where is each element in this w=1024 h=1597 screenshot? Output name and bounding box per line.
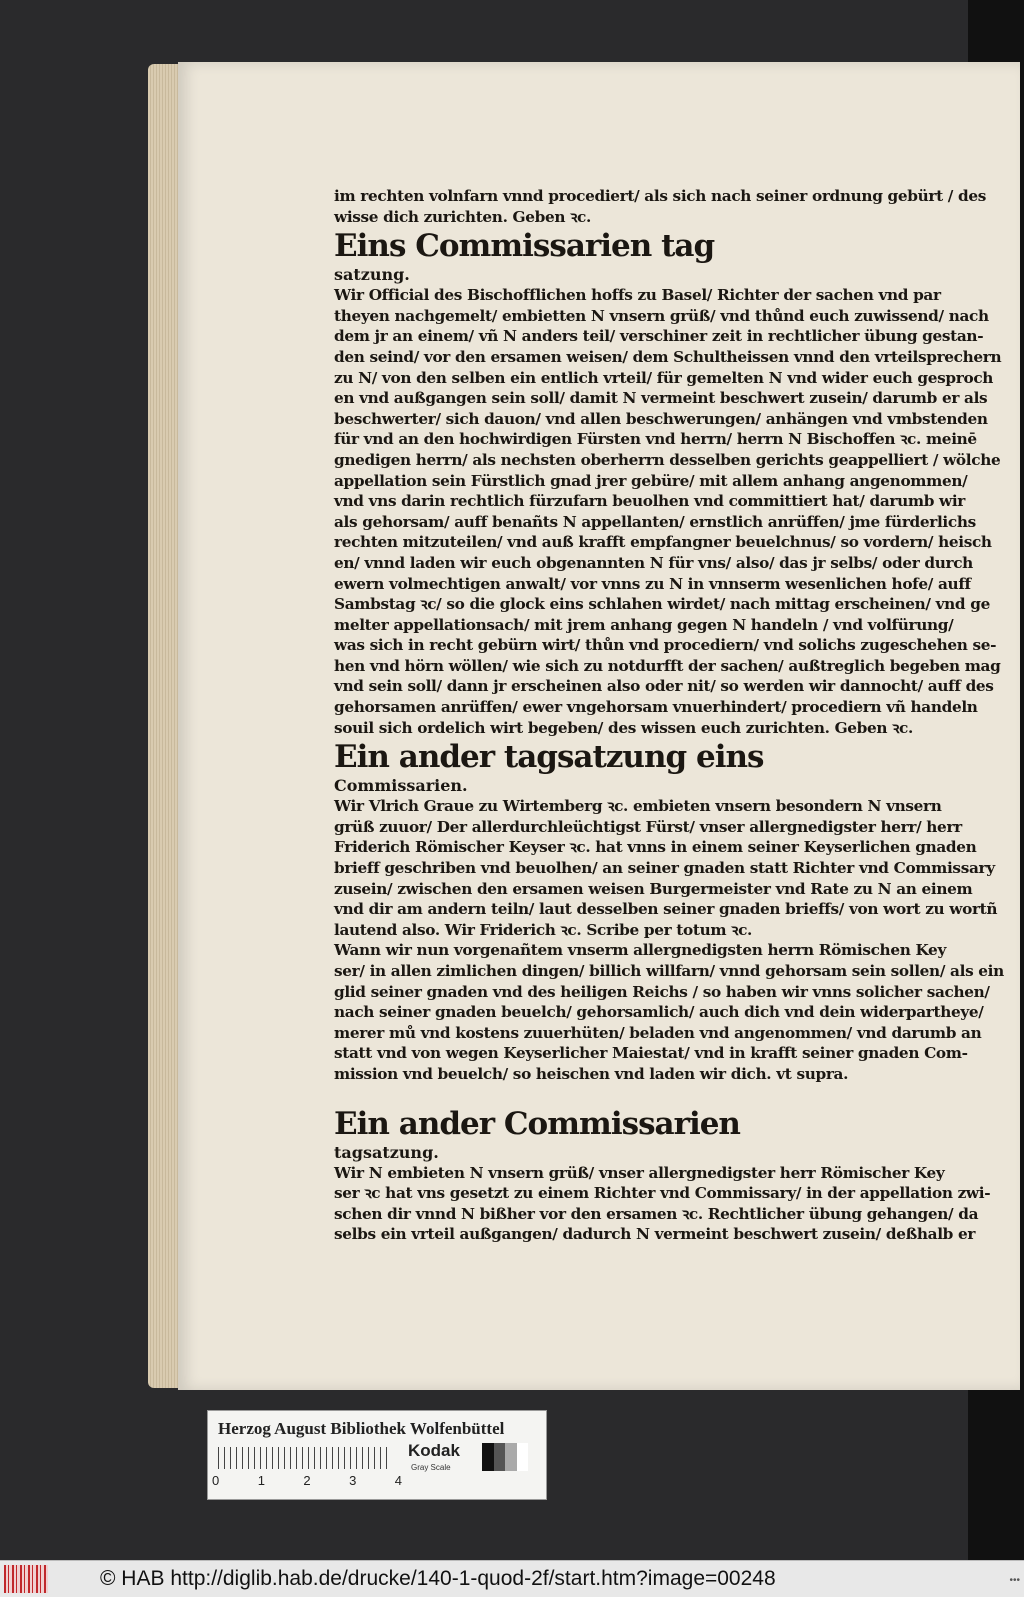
text-line: ser/ in allen zimlichen dingen/ billich willfarn/ vnnd gehorsam sein sollen/ als ein — [334, 962, 1004, 980]
ruler-number: 4 — [394, 1473, 402, 1488]
color-calibration-card — [207, 1410, 547, 1500]
section-heading: Ein ander Commissarien — [334, 1105, 740, 1142]
text-line: selbs ein vrteil außgangen/ dadurch N vermeint beschwert zusein/ deßhalb er — [334, 1225, 976, 1244]
text-line: gnedigen herrn/ als nechsten oberherrn desselben gerichts geappelliert / wölche — [334, 450, 1001, 469]
text-line: nach seiner gnaden beuelch/ gehorsamlich/ auch dich vnd dein widerpartheye/ — [334, 1003, 984, 1022]
text-line: statt vnd von wegen Keyserlicher Maiestat/ vnd in krafft seiner gnaden Com- — [334, 1044, 968, 1063]
text-line: wisse dich zurichten. Geben ꝛc. — [334, 207, 591, 226]
section-heading: Eins Commissarien tag — [334, 228, 715, 265]
paragraph-block — [334, 796, 1004, 1084]
section-subheading: tagsatzung. — [334, 1142, 439, 1162]
gray-patch — [505, 1443, 517, 1471]
text-line: grüß zuuor/ Der allerdurchleüchtigst Fürst/ vnser allergnedigster herr/ herr — [334, 817, 962, 836]
text-line: im rechten volnfarn vnnd procediert/ als sich nach seiner ordnung gebürt / des — [334, 187, 986, 205]
text-line: Sambstag ꝛc/ so die glock eins schlahen wirdet/ nach mittag erscheinen/ vnd ge — [334, 595, 990, 614]
text-line: was sich in recht gebürn wirt/ thůn vnd procediern/ vnd solichs zugeschehen se- — [334, 636, 997, 655]
text-line: lautend also. Wir Friderich ꝛc. Scribe per totum ꝛc. — [334, 920, 753, 939]
section-subheading: Commissarien. — [334, 776, 468, 796]
footer-bar — [0, 1560, 1024, 1597]
text-line: für vnd an den hochwirdigen Fürsten vnd herrn/ herrn N Bischoffen ꝛc. meinē — [334, 430, 977, 449]
text-line: als gehorsam/ auff benañts N appellanten/ ernstlich anrüffen/ jme fürderlichs — [334, 512, 976, 531]
spacer — [334, 1085, 986, 1105]
text-line: Friderich Römischer Keyser ꝛc. hat vnns in einem seiner Keyserlichen gnaden — [334, 838, 977, 857]
ruler-number: 2 — [303, 1473, 311, 1488]
text-line: Wir Vlrich Graue zu Wirtemberg ꝛc. embieten vnsern besondern N vnsern — [334, 797, 942, 816]
text-line: rechten mitzuteilen/ vnd auß krafft empfangner beuelchnus/ so vordern/ heisch — [334, 533, 992, 552]
text-line: merer mů vnd kostens zuuerhüten/ beladen vnd angenommen/ vnd darumb an — [334, 1023, 982, 1042]
paragraph-block — [334, 186, 986, 227]
more-dots-icon[interactable]: ••• — [1009, 1575, 1020, 1586]
text-line: mission vnd beuelch/ so heischen vnd laden wir dich. vt supra. — [334, 1064, 849, 1083]
text-line: souil sich ordelich wirt begeben/ des wissen euch zurichten. Geben ꝛc. — [334, 718, 914, 737]
text-line: theyen nachgemelt/ embietten N vnsern grüß/ vnd thůnd euch zuwissend/ nach — [334, 306, 989, 325]
text-line: brieff geschriben vnd beuolhen/ an seiner gnaden statt Richter vnd Commissary — [334, 859, 995, 878]
copyright-label: © HAB — [100, 1567, 165, 1590]
text-line: melter appellationsach/ mit jrem anhang gegen N handeln / vnd volfürung/ — [334, 615, 954, 634]
footer-citation — [100, 1567, 776, 1591]
hab-logo-icon — [4, 1565, 48, 1593]
kodak-subtitle: Gray Scale — [411, 1463, 451, 1472]
ruler-number: 0 — [212, 1473, 220, 1488]
text-line: zu N/ von den selben ein entlich vrteil/ für gemelten N vnd wider euch gesproch — [334, 368, 994, 387]
text-line: en/ vnnd laden wir euch obgenannten N für vns/ also/ das jr selbs/ oder durch — [334, 553, 973, 572]
library-name: Herzog August Bibliothek Wolfenbüttel — [218, 1419, 505, 1438]
text-line: appellation sein Fürstlich gnad jrer gebüre/ mit allem anhang angenommen/ — [334, 471, 968, 490]
text-line: zusein/ zwischen den ersamen weisen Burgermeister vnd Rate zu N an einem — [334, 879, 973, 898]
text-line: ewern volmechtigen anwalt/ vor vnns zu N in vnnserm wesenlichen hofe/ auff — [334, 574, 971, 593]
text-line: en vnd außgangen sein soll/ damit N vermeint beschwert zusein/ darumb er als — [334, 389, 988, 408]
text-line: glid seiner gnaden vnd des heiligen Reichs / so haben wir vnns solicher sachen/ — [334, 982, 990, 1001]
ruler-number: 1 — [257, 1473, 265, 1488]
gray-patch — [482, 1443, 494, 1471]
text-line: Wann wir nun vorgenañtem vnserm allergnedigsten herrn Römischen Key — [334, 941, 946, 960]
section-heading: Ein ander tagsatzung eins — [334, 739, 764, 776]
section-subheading: satzung. — [334, 265, 410, 285]
ruler-numbers — [212, 1473, 402, 1488]
text-line: schen dir vnnd N bißher vor den ersamen ꝛc. Rechtlicher übung gehangen/ da — [334, 1204, 979, 1223]
gray-patch — [494, 1443, 506, 1471]
text-line: beschwerter/ sich dauon/ vnd allen beschwerungen/ anhängen vnd vmbstenden — [334, 409, 988, 428]
text-line: vnd vns darin rechtlich fürzufarn beuolhen vnd committiert hat/ darumb wir — [334, 492, 966, 511]
text-line: Wir N embieten N vnsern grüß/ vnser allergnedigster herr Römischer Key — [334, 1163, 945, 1182]
text-line: hen vnd hörn wöllen/ wie sich zu notdurfft der sachen/ außtreglich begeben mag — [334, 656, 1001, 675]
text-line: ser ꝛc hat vns gesetzt zu einem Richter vnd Commissary/ in der appellation zwi- — [334, 1184, 991, 1203]
gray-patch — [517, 1443, 529, 1471]
text-line: vnd sein soll/ dann jr erscheinen also oder nit/ so werden wir dannocht/ auff des — [334, 677, 994, 696]
text-line: Wir Official des Bischofflichen hoffs zu Basel/ Richter der sachen vnd par — [334, 286, 941, 305]
gray-scale-patches — [482, 1443, 528, 1471]
book-page — [178, 62, 1020, 1390]
paragraph-block — [334, 1163, 991, 1245]
page-text — [334, 186, 1004, 1245]
kodak-logo: Kodak — [408, 1441, 460, 1460]
ruler-number: 3 — [349, 1473, 357, 1488]
text-line: dem jr an einem/ vñ N anders teil/ verschiner zeit in rechtlicher übung gestan- — [334, 327, 984, 346]
permalink-link[interactable]: http://diglib.hab.de/drucke/140-1-quod-2f/start.htm?image=00248 — [170, 1567, 776, 1590]
text-line: gehorsamen anrüffen/ ewer vngehorsam vnuerhindert/ procediern vñ handeln — [334, 698, 978, 717]
ruler-scale — [218, 1447, 392, 1469]
text-line: den seind/ vor den ersamen weisen/ dem Schultheissen vnnd den vrteilsprechern — [334, 347, 1002, 366]
text-line: vnd dir am andern teiln/ laut desselben seiner gnaden brieffs/ von wort zu wortñ — [334, 900, 998, 919]
paragraph-block — [334, 285, 1002, 738]
